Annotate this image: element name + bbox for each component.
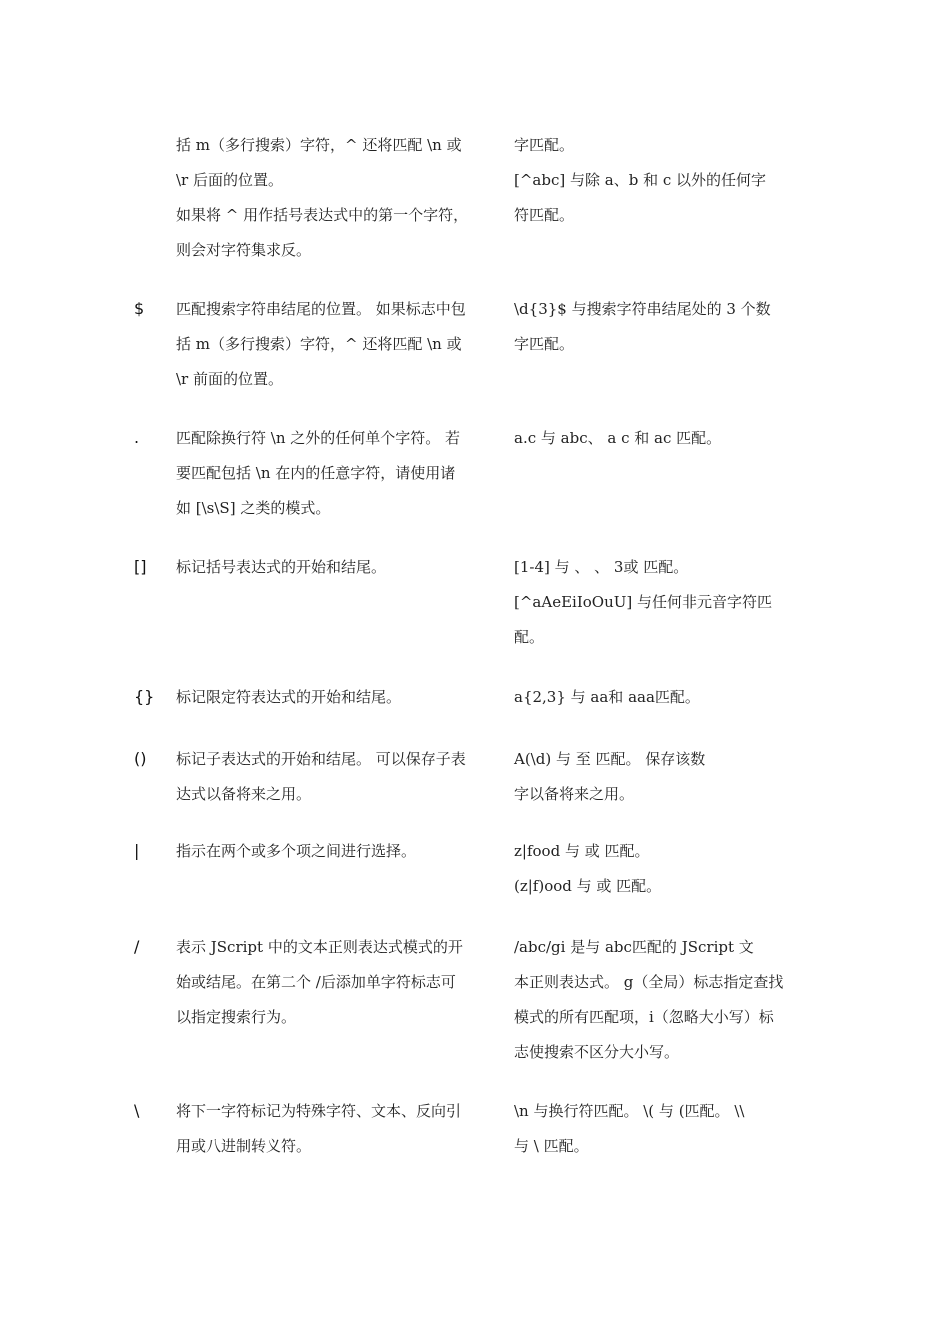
row-example — [514, 680, 819, 715]
row-symbol: [] — [134, 557, 147, 576]
description-line: 用或八进制转义符。 — [176, 1137, 312, 1155]
row-description — [176, 930, 506, 1035]
row-description — [176, 742, 506, 812]
description-line: 标记括号表达式的开始和结尾。 — [176, 558, 387, 576]
example-line: [^abc] 与除 a、b 和 c 以外的任何字 — [514, 171, 767, 189]
description-line: 指示在两个或多个项之间进行选择。 — [176, 842, 417, 860]
example-line: A(\d) 与 至 匹配。 保存该数 — [514, 750, 706, 768]
description-line: 括 m（多行搜索）字符，^ 还将匹配 \n 或 — [176, 136, 462, 154]
row-symbol: $ — [134, 299, 145, 318]
row-description — [176, 421, 506, 526]
description-line: 括 m（多行搜索）字符，^ 还将匹配 \n 或 — [176, 335, 462, 353]
example-line: 与 \ 匹配。 — [514, 1137, 589, 1155]
row-example — [514, 834, 819, 904]
row-example — [514, 292, 819, 362]
example-line: 本正则表达式。 g（全局）标志指定查找 — [514, 973, 784, 991]
row-example — [514, 742, 819, 812]
description-line: 要匹配包括 \n 在内的任意字符，请使用诸 — [176, 464, 456, 482]
example-line: 字匹配。 — [514, 136, 575, 154]
row-description — [176, 550, 506, 585]
row-example — [514, 421, 819, 456]
row-symbol: / — [134, 937, 140, 956]
example-line: 配。 — [514, 628, 545, 646]
row-symbol: | — [134, 841, 140, 860]
description-line: 则会对字符集求反。 — [176, 241, 312, 259]
description-line: \r 后面的位置。 — [176, 171, 283, 189]
row-example — [514, 550, 819, 655]
row-symbol: () — [134, 749, 147, 768]
description-line: 匹配除换行符 \n 之外的任何单个字符。 若 — [176, 429, 461, 447]
example-line: \n 与换行符匹配。 \( 与 (匹配。 \\ — [514, 1102, 745, 1120]
description-line: 始或结尾。在第二个 /后添加单字符标志可 — [176, 973, 456, 991]
example-line: a{2,3} 与 aa和 aaa匹配。 — [514, 688, 700, 706]
description-line: 标记子表达式的开始和结尾。 可以保存子表 — [176, 750, 466, 768]
row-description — [176, 834, 506, 869]
row-example — [514, 128, 819, 233]
row-symbol: {} — [134, 687, 155, 706]
description-line: \r 前面的位置。 — [176, 370, 283, 388]
example-line: a.c 与 abc、 a c 和 ac 匹配。 — [514, 429, 722, 447]
row-symbol: . — [134, 428, 140, 447]
example-line: [1-4] 与 、 、 3或 匹配。 — [514, 558, 689, 576]
example-line: \d{3}$ 与搜索字符串结尾处的 3 个数 — [514, 300, 771, 318]
description-line: 标记限定符表达式的开始和结尾。 — [176, 688, 402, 706]
example-line: (z|f)ood 与 或 匹配。 — [514, 877, 662, 895]
row-description — [176, 292, 506, 397]
description-line: 如果将 ^ 用作括号表达式中的第一个字符， — [176, 206, 469, 224]
description-line: 将下一字符标记为特殊字符、文本、反向引 — [176, 1102, 462, 1120]
row-description — [176, 1094, 506, 1164]
row-description — [176, 680, 506, 715]
description-line: 如 [\s\S] 之类的模式。 — [176, 499, 331, 517]
description-line: 匹配搜索字符串结尾的位置。 如果标志中包 — [176, 300, 466, 318]
example-line: z|food 与 或 匹配。 — [514, 842, 650, 860]
row-example — [514, 1094, 819, 1164]
row-symbol: \ — [134, 1101, 140, 1120]
example-line: 志使搜索不区分大小写。 — [514, 1043, 680, 1061]
example-line: 字匹配。 — [514, 335, 575, 353]
description-line: 以指定搜索行为。 — [176, 1008, 297, 1026]
row-description — [176, 128, 506, 268]
description-line: 表示 JScript 中的文本正则表达式模式的开 — [176, 938, 463, 956]
example-line: /abc/gi 是与 abc匹配的 JScript 文 — [514, 938, 754, 956]
example-line: 符匹配。 — [514, 206, 575, 224]
example-line: 字以备将来之用。 — [514, 785, 635, 803]
description-line: 达式以备将来之用。 — [176, 785, 312, 803]
example-line: [^aAeEiIoOuU] 与任何非元音字符匹 — [514, 593, 772, 611]
row-example — [514, 930, 819, 1070]
example-line: 模式的所有匹配项，i（忽略大小写）标 — [514, 1008, 774, 1026]
